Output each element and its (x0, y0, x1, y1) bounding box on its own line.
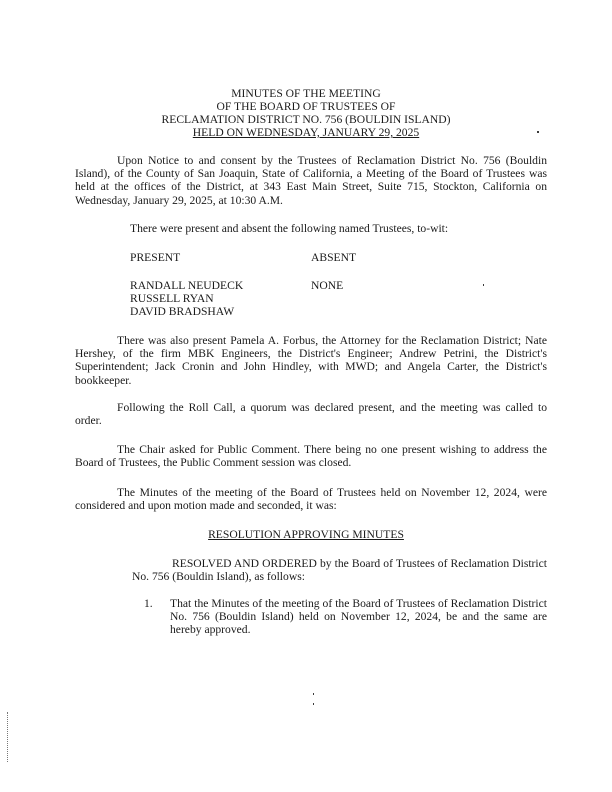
resolution-heading: RESOLUTION APPROVING MINUTES (208, 528, 404, 541)
intro-paragraph: Upon Notice to and consent by the Trustees of Reclamation District No. 756 (Bouldin Island), of the County of San Joaquin, State of California, a Meeting of the Board of Trustees was held at the offices of the District, at 343 East Main Street, Suite 715, Stockton, California on Wednesday, January 29, 2025, at 10:30 A.M. (75, 154, 547, 207)
attendance-intro: There were present and absent the following named Trustees, to-wit: (130, 222, 449, 235)
header-line-1: MINUTES OF THE MEETING (231, 87, 381, 100)
item-text: That the Minutes of the meeting of the Board of Trustees of Reclamation District No. 756 (Bouldin Island) held on November 12, 2024, be and the same are hereby approved. (170, 597, 547, 637)
roll-call-paragraph: Following the Roll Call, a quorum was declared present, and the meeting was called to order. (75, 401, 547, 428)
present-trustee: RUSSELL RYAN (130, 292, 214, 305)
public-comment-paragraph: The Chair asked for Public Comment. There being no one present wishing to address the Board of Trustees, the Public Comment session was closed. (75, 443, 547, 470)
header-line-3: RECLAMATION DISTRICT NO. 756 (BOULDIN ISLAND) (161, 113, 451, 126)
scan-speck (537, 131, 539, 133)
also-present-paragraph: There was also present Pamela A. Forbus, the Attorney for the Reclamation District; Nate Hershey, of the firm MBK Engineers, the District's Engineer; Andrew Petrini, the District's Superintendent; Jack Cronin and John Hindley, with MWD; and Angela Carter, the District's bookkeeper. (75, 334, 547, 387)
header-line-2: OF THE BOARD OF TRUSTEES OF (216, 100, 396, 113)
absent-heading: ABSENT (311, 251, 357, 264)
absent-trustee: NONE (311, 279, 344, 292)
item-number: 1. (144, 597, 153, 610)
minutes-intro-paragraph: The Minutes of the meeting of the Board of Trustees held on November 12, 2024, were considered and upon motion made and seconded, it was: (75, 486, 547, 513)
scan-speck (313, 693, 314, 695)
header-line-4: HELD ON WEDNESDAY, JANUARY 29, 2025 (192, 126, 420, 139)
scan-edge-mark (7, 712, 8, 762)
scan-speck (313, 703, 314, 705)
scan-speck (483, 284, 484, 286)
resolved-paragraph: RESOLVED AND ORDERED by the Board of Trustees of Reclamation District No. 756 (Bouldin Island), as follows: (132, 557, 547, 584)
present-trustee: RANDALL NEUDECK (130, 279, 244, 292)
present-heading: PRESENT (130, 251, 181, 264)
present-trustee: DAVID BRADSHAW (130, 305, 235, 318)
